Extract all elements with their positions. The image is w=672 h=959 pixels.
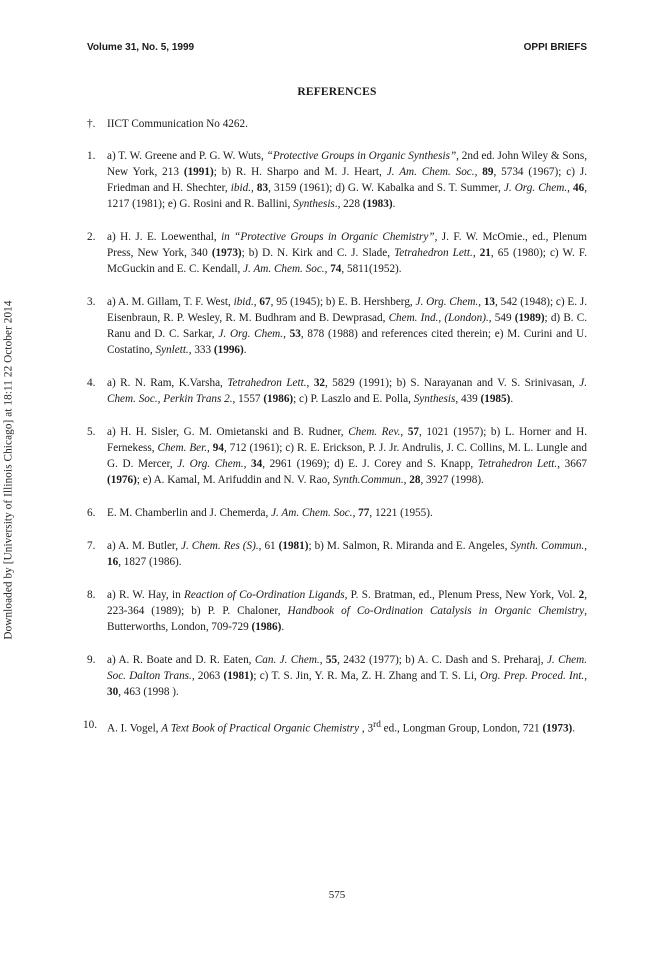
reference-entry: [87, 148, 587, 212]
reference-number: 7.: [87, 540, 96, 552]
reference-number: 8.: [87, 589, 96, 601]
reference-entry: [83, 717, 587, 737]
reference-text: a) A. M. Gillam, T. F. West, ibid., 67, 95 (1945); b) E. B. Hershberg, J. Org. Chem., 13, 542 (1948); c) E. J. Eisenbraun, R. P. Wesley, R. M. Budhram and B. Dewprasad, Chem. Ind., (London)., 549 (1989); d) B. C. Ranu and D. C. Sarkar, J. Org. Chem., 53, 878 (1988) and references cited therein; e) M. Curini and U. Costatino, Synlett., 333 (1996).: [107, 296, 588, 356]
reference-entry: [87, 375, 587, 407]
page-number: 575: [328, 889, 346, 901]
reference-text: a) R. N. Ram, K.Varsha, Tetrahedron Lett., 32, 5829 (1991); b) S. Narayanan and V. S. Srinivasan, J. Chem. Soc., Perkin Trans 2., 1557 (1986); c) P. Laszlo and E. Polla, Synthesis, 439 (1985).: [107, 377, 587, 405]
download-watermark-text: Downloaded by [University of Illinois Chicago] at 18:11 22 October 2014: [3, 300, 16, 640]
reference-text: a) A. M. Butler, J. Chem. Res (S)., 61 (1981); b) M. Salmon, R. Miranda and E. Angeles, Synth. Commun., 16, 1827 (1986).: [107, 540, 588, 568]
reference-list: [83, 116, 588, 754]
reference-entry: [87, 587, 587, 635]
reference-number: 1.: [87, 150, 96, 162]
reference-number: 6.: [87, 507, 96, 519]
reference-text: A. I. Vogel, A Text Book of Practical Organic Chemistry , 3rd ed., Longman Group, London, 721 (1973).: [107, 720, 576, 735]
reference-text: E. M. Chamberlin and J. Chemerda, J. Am. Chem. Soc., 77, 1221 (1955).: [107, 507, 433, 519]
reference-number: 10.: [83, 719, 97, 731]
reference-entry: [87, 538, 587, 570]
reference-text: IICT Communication No 4262.: [107, 118, 248, 130]
reference-number: 2.: [87, 231, 96, 243]
reference-entry: [87, 652, 587, 700]
reference-text: a) H. H. Sisler, G. M. Omietanski and B. Rudner, Chem. Rev., 57, 1021 (1957); b) L. Horner and H. Fernekess, Chem. Ber., 94, 712 (1961); c) R. E. Erickson, P. J. Jr. Andrulis, J. C. Collins, M. L. Lungle and G. D. Mercer, J. Org. Chem., 34, 2961 (1969); d) E. J. Corey and S. Knapp, Tetrahedron Lett., 3667 (1976); e) A. Kamal, M. Arifuddin and N. V. Rao, Synth.Commun., 28, 3927 (1998).: [107, 426, 588, 486]
reference-number: 4.: [87, 377, 96, 389]
reference-entry: [87, 116, 587, 132]
reference-text: a) R. W. Hay, in Reaction of Co-Ordination Ligands, P. S. Bratman, ed., Plenum Press, New York, Vol. 2, 223-364 (1989); b) P. P. Chaloner, Handbook of Co-Ordination Catalysis in Organic Chemistry, Butterworths, London, 709-729 (1986).: [107, 589, 587, 633]
reference-entry: [87, 229, 587, 277]
reference-number: 5.: [87, 426, 96, 438]
header-section: OPPI BRIEFS: [523, 42, 587, 53]
references-heading: REFERENCES: [297, 86, 377, 98]
reference-number: 9.: [87, 654, 96, 666]
reference-entry: [87, 505, 587, 521]
reference-text: a) A. R. Boate and D. R. Eaten, Can. J. Chem., 55, 2432 (1977); b) A. C. Dash and S. Preharaj, J. Chem. Soc. Dalton Trans., 2063 (1981); c) T. S. Jin, Y. R. Ma, Z. H. Zhang and T. S. Li, Org. Prep. Proced. Int., 30, 463 (1998 ).: [107, 654, 588, 698]
header-volume: Volume 31, No. 5, 1999: [87, 42, 195, 53]
download-watermark: [2, 245, 16, 695]
reference-number: †.: [87, 118, 96, 130]
reference-text: a) T. W. Greene and P. G. W. Wuts, “Protective Groups in Organic Synthesis”, 2nd ed. John Wiley & Sons, New York, 213 (1991); b) R. H. Sharpo and M. J. Heart, J. Am. Chem. Soc., 89, 5734 (1967); c) J. Friedman and H. Shechter, ibid., 83, 3159 (1961); d) G. W. Kabalka and S. T. Summer, J. Org. Chem., 46, 1217 (1981); e) G. Rosini and R. Ballini, Synthesis., 228 (1983).: [107, 150, 588, 210]
reference-entry: [87, 424, 587, 488]
running-header: [87, 42, 587, 53]
reference-entry: [87, 294, 587, 358]
reference-text: a) H. J. E. Loewenthal, in “Protective Groups in Organic Chemistry”, J. F. W. McOmie., ed., Plenum Press, New York, 340 (1973); b) D. N. Kirk and C. J. Slade, Tetrahedron Lett., 21, 65 (1980); c) W. F. McGuckin and E. C. Kendall, J. Am. Chem. Soc., 74, 5811(1952).: [107, 231, 588, 275]
reference-number: 3.: [87, 296, 96, 308]
